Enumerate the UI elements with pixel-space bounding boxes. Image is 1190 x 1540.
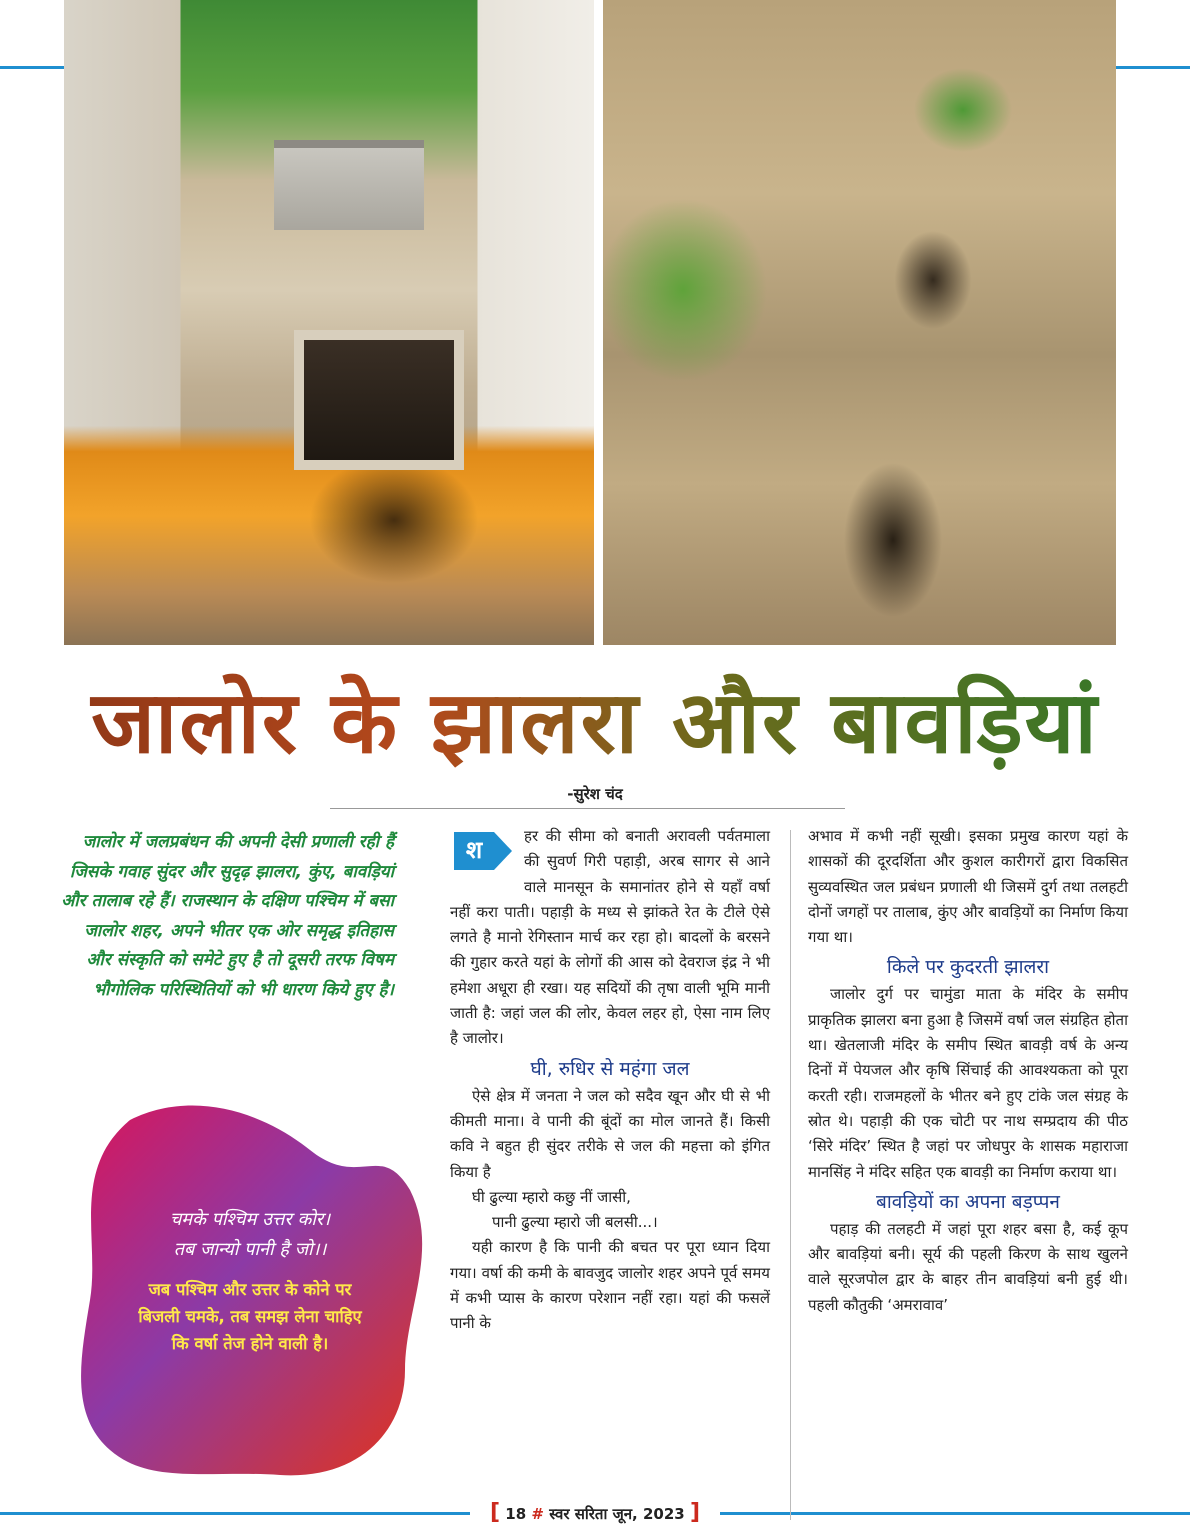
page-footer: [0, 1500, 1190, 1527]
col2-paragraph-2: ऐसे क्षेत्र में जनता ने जल को सदैव खून और घी से भी कीमती माना। वे पानी की बूंदों का मोल जानते हैं। किसी कवि ने बहुत ही सुंदर तरीके से जल की महत्ता को इंगित किया है: [450, 1086, 770, 1181]
quote-original: [100, 1205, 400, 1265]
byline-rule: [330, 808, 845, 809]
top-rule-right: [1116, 66, 1190, 69]
footer-bracket-right: ]: [689, 1500, 700, 1525]
dropcap-letter: श: [465, 836, 483, 864]
footer-bracket-left: [: [490, 1500, 501, 1525]
article-title: जालोर के झालरा और बावड़ियां: [0, 668, 1190, 778]
photo-stepwell-left: [64, 0, 594, 645]
poem: [450, 1185, 770, 1236]
stepwell-pavilion: [274, 140, 424, 230]
column-divider: [790, 830, 791, 1520]
poem-line-2: पानी ढुल्या म्हारो जी बलसी...।: [492, 1213, 658, 1232]
top-rule-left: [0, 66, 64, 69]
subheading-ghee-blood: घी, रुधिर से महंगा जल: [530, 1057, 690, 1080]
col2-paragraph-1: हर की सीमा को बनाती अरावली पर्वतमाला की सुवर्ण गिरी पहाड़ी, अरब सागर से आने वाले मानसून के समानांतर होने से यहाँ वर्षा नहीं करा पाती। पहाड़ी के मध्य से झांकते रेत के टीले ऐसे लगते है मानो रेगिस्तान मार्च कर रहा हो। बादलों के बरसने की गुहार करते यहां के लोगों की आस को देवराज इंद्र ने भी हमेशा अधूरा ही रखा। यह सदियों की तृषा वाली भूमि मानी जाती है: जहां जल की लोर, केवल लहर हो, ऐसा नाम लिए है जालोर।: [450, 827, 770, 1048]
dropcap: [450, 826, 516, 876]
magazine-issue: स्वर सरिता जून, 2023: [549, 1505, 685, 1523]
photo-stepwell-right: [603, 0, 1116, 645]
quote-line-1: चमके पश्चिम उत्तर कोर।: [169, 1209, 331, 1230]
col2-paragraph-3: यही कारण है कि पानी की बचत पर पूरा ध्यान दिया गया। वर्षा की कमी के बावजुद जालोर शहर अपने पूर्व समय में कभी प्यास के कारण परेशान नहीं रहा। यहां की फसलें पानी के: [450, 1238, 770, 1333]
quote-translation: [100, 1276, 400, 1357]
quote-box: [60, 1080, 440, 1490]
quote-translation-line-2: बिजली चमके, तब समझ लेना चाहिए: [138, 1307, 362, 1326]
poem-line-1: घी ढुल्या म्हारो कछु नीं जासी,: [472, 1187, 631, 1206]
page-number: 18: [505, 1505, 527, 1523]
col3-paragraph-1: अभाव में कभी नहीं सूखी। इसका प्रमुख कारण यहां के शासकों की दूरदर्शिता और कुशल कारीगरों द्वारा विकसित सुव्यवस्थित जल प्रबंधन प्रणाली थी जिसमें दुर्ग तथा तलहटी दोनों जगहों पर तालाब, कुंए और बावड़ियों का निर्माण किया गया था।: [808, 827, 1128, 947]
intro-paragraph: जालोर में जलप्रबंधन की अपनी देसी प्रणाली रही हैं जिसके गवाह सुंदर और सुदृढ़ झालरा, कुंए, बावड़ियां और तालाब रहे हैं। राजस्थान के दक्षिण पश्चिम में बसा जालोर शहर, अपने भीतर एक ओर समृद्ध इतिहास और संस्कृति को समेटे हुए है तो दूसरी तरफ विषम भौगोलिक परिस्थितियों को भी धारण किये हुए है।: [61, 832, 394, 1000]
subheading-stepwells: बावड़ियों का अपना बड़प्पन: [876, 1190, 1060, 1213]
quote-line-2: तब जान्यो पानी है जो।।: [173, 1239, 327, 1260]
footer-hash: #: [531, 1505, 544, 1523]
col3-paragraph-2: जालोर दुर्ग पर चामुंडा माता के मंदिर के समीप प्राकृतिक झालरा बना हुआ है जिसमें वर्षा जल संग्रहित होता था। खेतलाजी मंदिर के समीप स्थित बावड़ी वर्ष के अन्य दिनों में पेयजल और कृषि सिंचाई की आवश्यकता को पूरा करती रही। राजमहलों के भीतर बने हुए टांके जल संग्रह के स्रोत थे। पहाड़ी की एक चोटी पर नाथ सम्प्रदाय की पीठ ‘सिरे मंदिर’ स्थित है जहां पर जोधपुर के शासक महाराजा मानसिंह ने मंदिर सहित एक बावड़ी का निर्माण कराया था।: [808, 985, 1128, 1181]
byline: -सुरेश चंद: [567, 785, 623, 803]
article-column-3: [808, 824, 1128, 1318]
stepwell-passage: [294, 330, 464, 470]
col3-paragraph-3: पहाड़ की तलहटी में जहां पूरा शहर बसा है, कई कूप और बावड़ियां बनी। सूर्य की पहली किरण के साथ खुलने वाले सूरजपोल द्वार के बाहर तीन बावड़ियां बनी हुई थी। पहली कौतुकी ‘अमरावाव’: [808, 1219, 1128, 1314]
article-column-2: [450, 824, 770, 1337]
quote-translation-line-3: कि वर्षा तेज होने वाली है।: [171, 1334, 329, 1353]
subheading-fort-jhalra: किले पर कुदरती झालरा: [886, 956, 1050, 979]
quote-translation-line-1: जब पश्चिम और उत्तर के कोने पर: [148, 1280, 352, 1299]
